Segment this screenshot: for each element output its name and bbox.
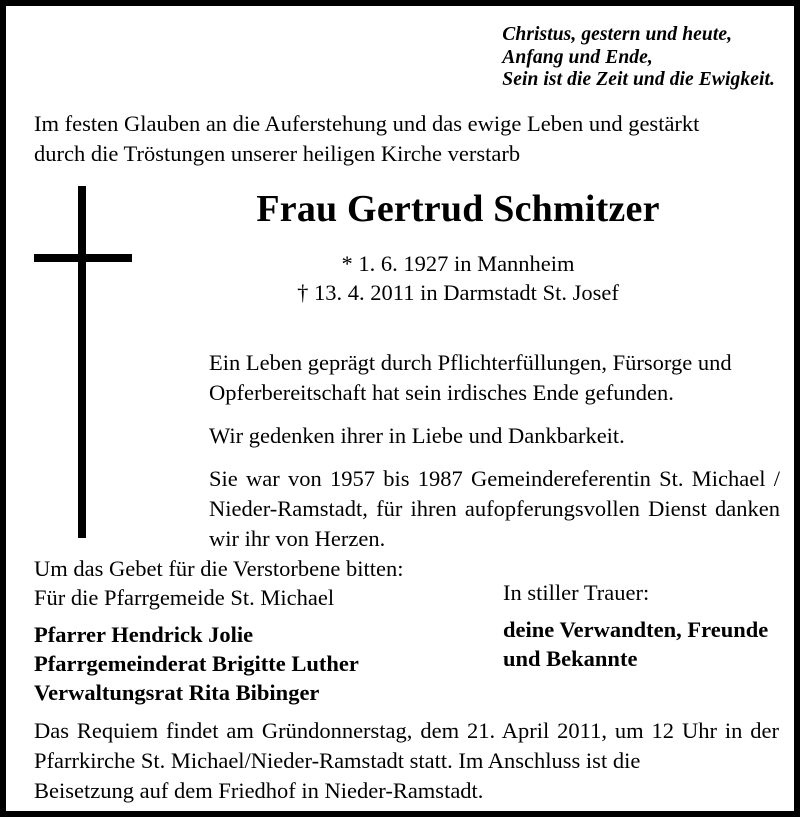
- clergy-verwaltungsrat: Verwaltungsrat Rita Bibinger: [34, 680, 320, 705]
- requiem-line-3: Beisetzung auf dem Friedhof in Nieder-Ramstadt.: [34, 778, 484, 803]
- verse-line-2: Anfang und Ende,: [502, 46, 653, 68]
- clergy-pfarrgemeinderat: Pfarrgemeinderat Brigitte Luther: [34, 651, 359, 676]
- intro-line-2: durch die Tröstungen unserer heiligen Kirche verstarb: [34, 141, 521, 166]
- birth-date: * 1. 6. 1927 in Mannheim: [341, 251, 575, 276]
- cross-horizontal-bar: [34, 254, 132, 262]
- verse-line-3: Sein ist die Zeit und die Ewigkeit.: [502, 69, 775, 90]
- clergy-pfarrer: Pfarrer Hendrick Jolie: [34, 622, 254, 647]
- notice-inner: [6, 6, 794, 811]
- deceased-dates: [134, 249, 782, 307]
- family-mourners-column: [503, 578, 783, 673]
- prayer-request-column: [34, 554, 489, 707]
- memorial-paragraph-3: Sie war von 1957 bis 1987 Gemeindereferentin St. Michael / Nieder-Ramstadt, für ihren aufopferungsvollen Dienst danken wir ihr von Herzen.: [209, 466, 780, 551]
- verse-line-1: Christus, gestern und heute,: [502, 24, 733, 45]
- scripture-verse: [502, 24, 775, 92]
- prayer-request-heading: Um das Gebet für die Verstorbene bitten:: [34, 556, 404, 581]
- requiem-line-2: der Pfarrkirche St. Michael/Nieder-Ramstadt statt. Im Anschluss ist die: [34, 718, 780, 773]
- memorial-text: [209, 348, 780, 554]
- intro-paragraph: [34, 109, 779, 169]
- death-date: † 13. 4. 2011 in Darmstadt St. Josef: [297, 280, 619, 305]
- latin-cross-icon: [34, 186, 134, 538]
- mourning-heading: In stiller Trauer:: [503, 580, 650, 605]
- mourners-line-1: deine Verwandten, Freunde: [503, 617, 769, 642]
- mourners-line-2: und Bekannte: [503, 646, 638, 671]
- requiem-line-1: Das Requiem findet am Gründonnerstag, dem 21. April 2011, um 12 Uhr in: [34, 718, 743, 743]
- memorial-paragraph-1: Ein Leben geprägt durch Pflichterfüllungen, Fürsorge und Opferbereitschaft hat sein irdisches Ende gefunden.: [209, 350, 732, 405]
- deceased-name: Frau Gertrud Schmitzer: [256, 188, 660, 230]
- cross-vertical-bar: [78, 186, 86, 538]
- parish-name: Für die Pfarrgemeide St. Michael: [34, 585, 335, 610]
- memorial-paragraph-2: Wir gedenken ihrer in Liebe und Dankbarkeit.: [209, 423, 625, 448]
- intro-line-1: Im festen Glauben an die Auferstehung und das ewige Leben und gestärkt: [34, 111, 700, 136]
- requiem-details: [34, 716, 779, 806]
